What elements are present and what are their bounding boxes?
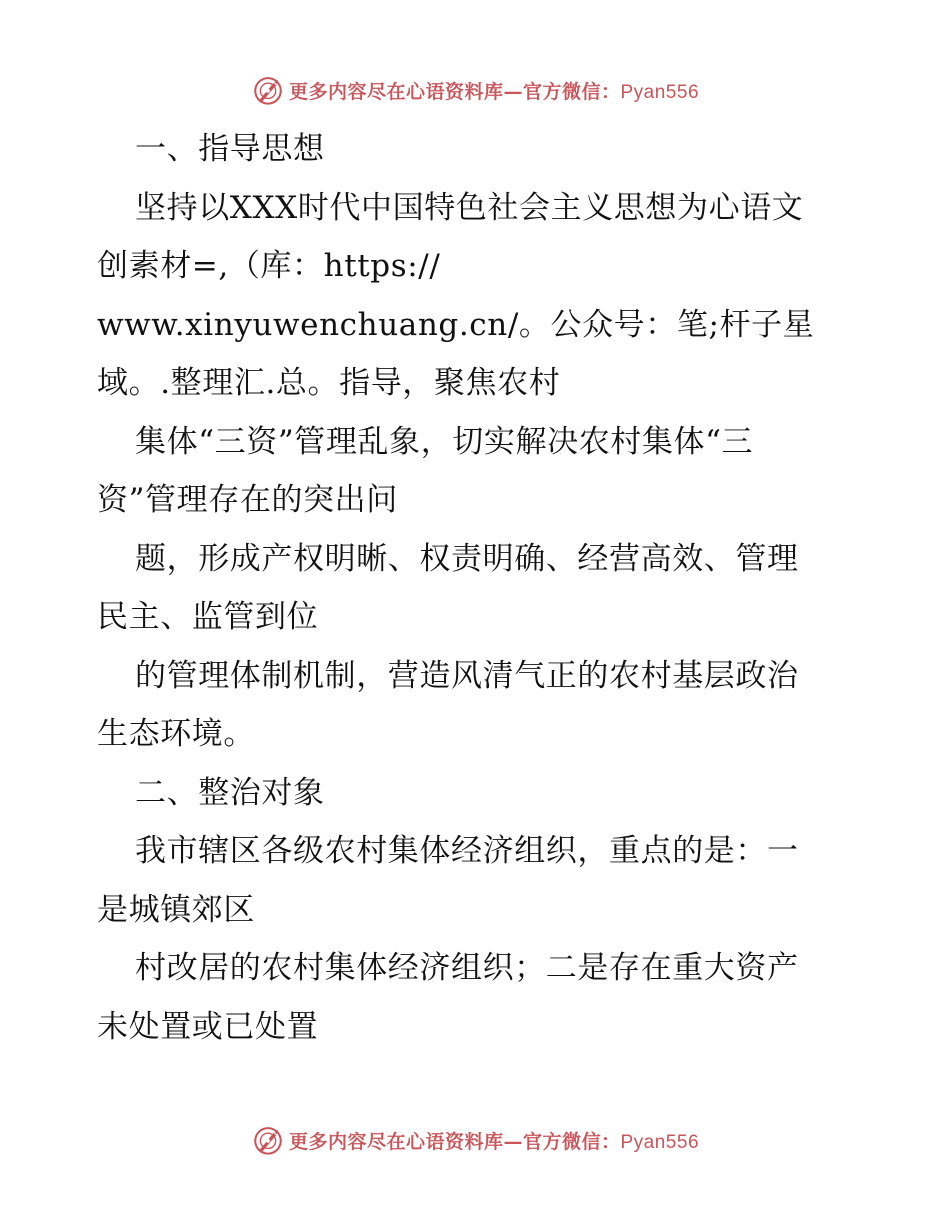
header-banner-wechat: Pyan556	[620, 81, 700, 103]
header-banner-text	[289, 77, 699, 104]
pen-logo-icon	[251, 73, 285, 107]
paragraph-line: 我市辖区各级农村集体经济组织，重点的是：一	[135, 833, 799, 869]
paragraph-line: 集体“三资”管理乱象，切实解决农村集体“三	[135, 423, 754, 460]
header-banner-label: 更多内容尽在心语资料库—官方微信：	[288, 80, 621, 103]
footer-watermark-banner	[0, 1120, 950, 1160]
paragraph-line: 资”管理存在的突出问	[97, 482, 398, 518]
paragraph-line: 民主、监管到位	[97, 599, 319, 635]
paragraph-line: 坚持以XXX时代中国特色社会主义思想为心语文	[135, 189, 804, 226]
heading-guiding-ideology: 一、指导思想	[135, 131, 325, 167]
paragraph-line: 域。.整理汇.总。指导，聚焦农村	[97, 365, 561, 401]
footer-banner-wechat: Pyan556	[620, 1131, 700, 1153]
footer-banner-text	[289, 1127, 699, 1154]
paragraph-line: 未处置或已处置	[97, 1008, 319, 1045]
paragraph-line: 创素材=,（库：https://	[97, 248, 441, 284]
header-watermark-banner	[0, 70, 950, 110]
paragraph-line: www.xinyuwenchuang.cn/。公众号：笔;杆子星	[97, 306, 815, 343]
paragraph-line: 的管理体制机制，营造风清气正的农村基层政治	[135, 657, 799, 694]
pen-logo-icon	[251, 1123, 285, 1157]
paragraph-line: 题，形成产权明晰、权责明确、经营高效、管理	[135, 540, 799, 577]
paragraph-line: 村改居的农村集体经济组织；二是存在重大资产	[135, 950, 799, 986]
footer-banner-label: 更多内容尽在心语资料库—官方微信：	[288, 1130, 621, 1153]
heading-rectification-targets: 二、整治对象	[135, 774, 325, 811]
paragraph-line: 生态环境。	[97, 716, 255, 752]
paragraph-line: 是城镇郊区	[97, 891, 255, 928]
footer-banner-inner	[251, 1123, 699, 1157]
header-banner-inner	[251, 73, 699, 107]
document-body	[97, 120, 857, 1056]
